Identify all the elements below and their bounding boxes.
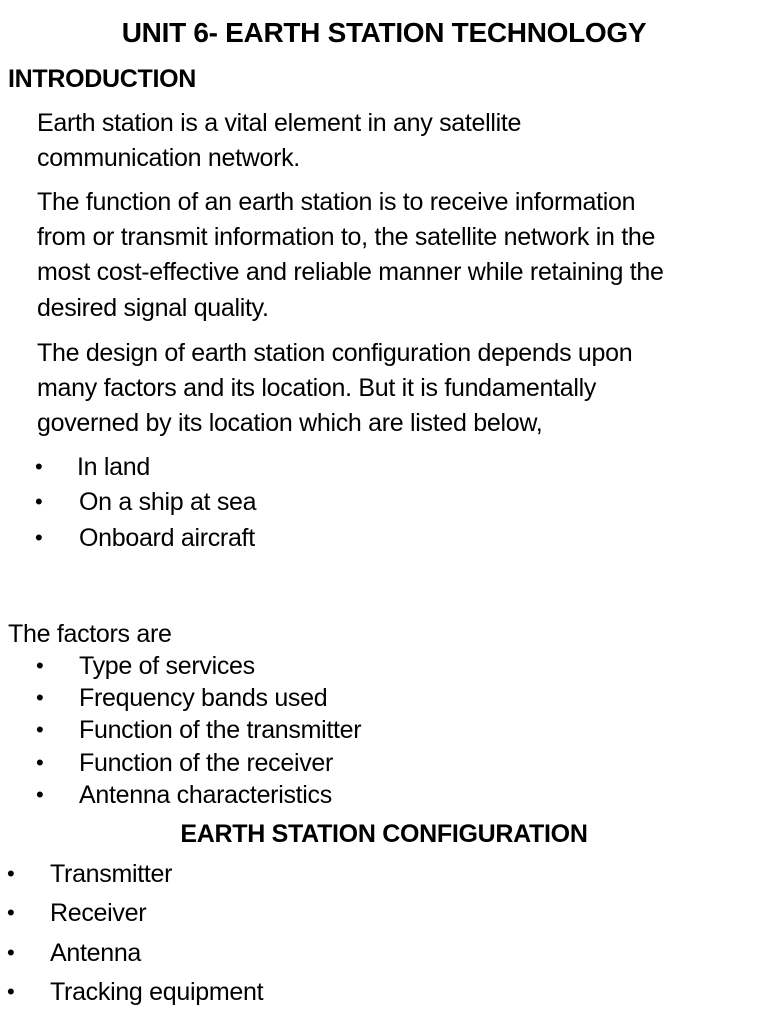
- list-item-label: Transmitter: [50, 860, 173, 888]
- intro-heading: INTRODUCTION: [8, 65, 197, 93]
- intro-line: many factors and its location. But it is fundamentally: [37, 374, 597, 402]
- list-item-label: Receiver: [50, 899, 147, 927]
- list-item-label: Onboard aircraft: [79, 524, 255, 552]
- intro-line: The design of earth station configuration depends upon: [37, 339, 633, 367]
- bullet-glyph: •: [7, 940, 15, 965]
- intro-line: from or transmit information to, the satellite network in the: [37, 223, 656, 251]
- bullet-glyph: •: [36, 685, 44, 710]
- bullet-glyph: •: [36, 717, 44, 742]
- intro-line: most cost-effective and reliable manner while retaining the: [37, 258, 664, 286]
- bullet-glyph: •: [35, 489, 43, 514]
- config-heading: EARTH STATION CONFIGURATION: [180, 820, 588, 848]
- list-item-label: In land: [77, 453, 150, 481]
- bullet-glyph: •: [7, 861, 15, 886]
- list-item-label: Function of the transmitter: [79, 716, 362, 744]
- bullet-glyph: •: [7, 979, 15, 1004]
- list-item-label: Tracking equipment: [50, 978, 264, 1006]
- page-title: UNIT 6- EARTH STATION TECHNOLOGY: [121, 17, 647, 48]
- list-item-label: Type of services: [79, 652, 255, 680]
- intro-line: The function of an earth station is to receive information: [37, 188, 636, 216]
- bullet-glyph: •: [7, 900, 15, 925]
- list-item-label: Function of the receiver: [79, 749, 334, 777]
- bullet-glyph: •: [35, 525, 43, 550]
- intro-line: communication network.: [37, 144, 300, 172]
- bullet-glyph: •: [36, 750, 44, 775]
- intro-line: governed by its location which are listed below,: [37, 409, 543, 437]
- factors-intro: The factors are: [8, 620, 172, 648]
- list-item-label: Antenna characteristics: [79, 781, 332, 809]
- intro-line: desired signal quality.: [37, 294, 269, 322]
- bullet-glyph: •: [35, 454, 43, 479]
- intro-line: Earth station is a vital element in any satellite: [37, 109, 522, 137]
- bullet-glyph: •: [36, 653, 44, 678]
- list-item-label: Antenna: [50, 939, 142, 967]
- bullet-glyph: •: [36, 782, 44, 807]
- list-item-label: Frequency bands used: [79, 684, 328, 712]
- list-item-label: On a ship at sea: [79, 488, 257, 516]
